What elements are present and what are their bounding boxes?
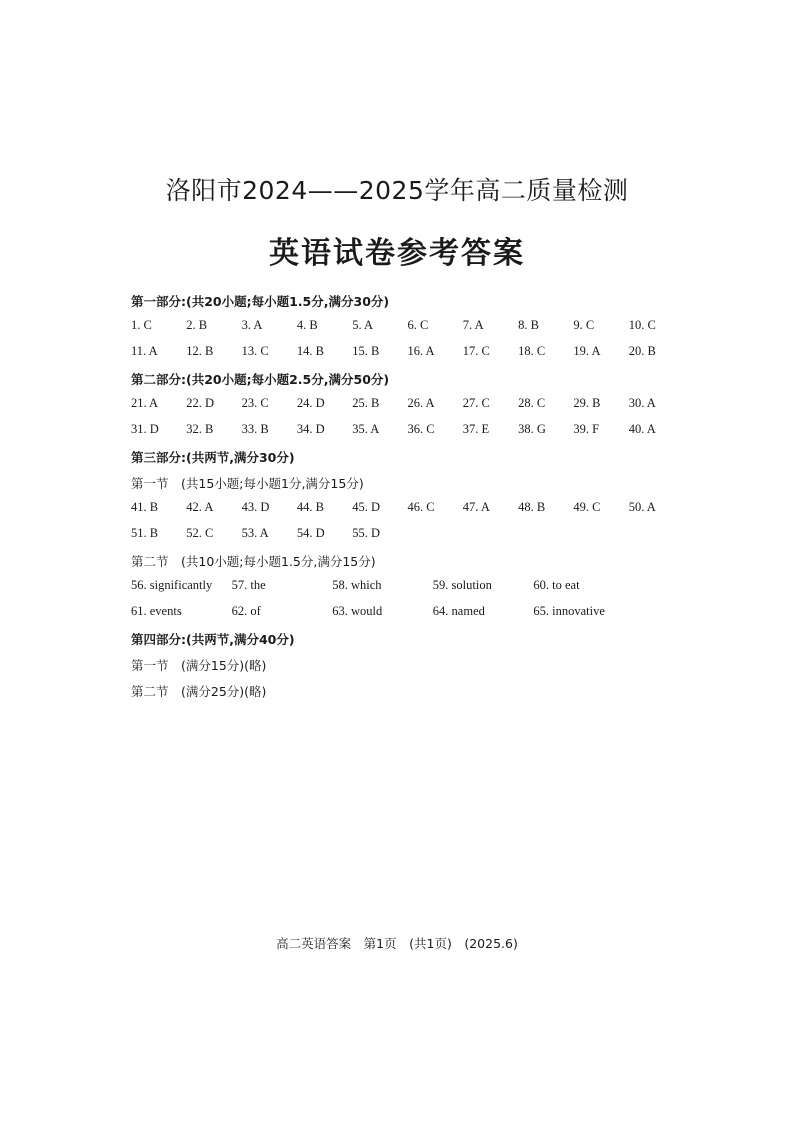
answer-item: 50. A xyxy=(628,500,656,514)
answer-item: 48. B xyxy=(518,500,546,514)
part2-heading: 第二部分:(共20小题;每小题2.5分,满分50分) xyxy=(131,372,390,387)
answer-item: 4. B xyxy=(296,318,318,332)
answer-item: 45. D xyxy=(352,500,380,514)
answer-item: 55. D xyxy=(352,526,380,540)
answer-item: 35. A xyxy=(352,422,380,436)
answer-item: 44. B xyxy=(296,500,324,514)
answer-item: 46. C xyxy=(407,500,435,514)
answer-item: 53. A xyxy=(241,526,269,540)
answer-item: 27. C xyxy=(462,396,490,410)
answer-item: 25. B xyxy=(352,396,380,410)
answer-item: 29. B xyxy=(573,396,601,410)
part4-heading: 第四部分:(共两节,满分40分) xyxy=(131,632,295,647)
answer-item: 54. D xyxy=(296,526,325,540)
answer-item: 9. C xyxy=(573,318,595,332)
part3-heading: 第三部分:(共两节,满分30分) xyxy=(131,450,295,465)
answer-item: 21. A xyxy=(131,396,159,410)
answer-item: 28. C xyxy=(518,396,546,410)
part4-section2: 第二节 (满分25分)(略) xyxy=(131,684,267,699)
answer-item: 1. C xyxy=(131,318,152,332)
answer-item: 16. A xyxy=(407,344,435,358)
answer-item: 36. C xyxy=(407,422,435,436)
answer-item: 47. A xyxy=(462,500,490,514)
part3-section1-heading: 第一节 (共15小题;每小题1分,满分15分) xyxy=(131,476,364,491)
answer-item: 2. B xyxy=(186,318,208,332)
answer-item: 38. G xyxy=(518,422,546,436)
answer-item: 33. B xyxy=(241,422,269,436)
answer-item: 65. innovative xyxy=(533,604,605,618)
answer-item: 31. D xyxy=(131,422,159,436)
answer-item: 30. A xyxy=(628,396,656,410)
answer-item: 41. B xyxy=(131,500,159,514)
answer-item: 17. C xyxy=(462,344,490,358)
answer-item: 63. would xyxy=(332,604,383,618)
answer-item: 43. D xyxy=(241,500,270,514)
document-subtitle: 英语试卷参考答案 xyxy=(269,236,525,271)
answer-item: 56. significantly xyxy=(131,578,213,592)
answer-item: 23. C xyxy=(241,396,269,410)
answer-item: 8. B xyxy=(518,318,539,332)
answer-item: 49. C xyxy=(573,500,601,514)
answer-item: 62. of xyxy=(231,604,261,618)
answer-item: 5. A xyxy=(352,318,374,332)
answer-item: 51. B xyxy=(131,526,159,540)
answer-item: 26. A xyxy=(407,396,435,410)
answer-item: 24. D xyxy=(296,396,325,410)
answer-item: 22. D xyxy=(186,396,215,410)
answer-item: 61. events xyxy=(131,604,182,618)
answer-item: 60. to eat xyxy=(533,578,580,592)
page-footer: 高二英语答案 第1页 (共1页) (2025.6) xyxy=(276,936,518,951)
answer-item: 18. C xyxy=(518,344,546,358)
answer-item: 37. E xyxy=(462,422,490,436)
answer-item: 6. C xyxy=(407,318,429,332)
answer-item: 20. B xyxy=(628,344,656,358)
answer-item: 19. A xyxy=(573,344,601,358)
answer-item: 3. A xyxy=(241,318,263,332)
answer-item: 59. solution xyxy=(432,578,492,592)
answer-item: 42. A xyxy=(186,500,214,514)
answer-item: 34. D xyxy=(296,422,325,436)
part3-section2-heading: 第二节 (共10小题;每小题1.5分,满分15分) xyxy=(131,554,376,569)
answer-item: 32. B xyxy=(186,422,214,436)
answer-item: 39. F xyxy=(573,422,600,436)
answer-item: 40. A xyxy=(628,422,656,436)
answer-item: 11. A xyxy=(131,344,158,358)
answer-item: 7. A xyxy=(462,318,484,332)
part4-section1: 第一节 (满分15分)(略) xyxy=(131,658,267,673)
answer-item: 14. B xyxy=(296,344,324,358)
part1-heading: 第一部分:(共20小题;每小题1.5分,满分30分) xyxy=(131,294,390,309)
document-title: 洛阳市2024——2025学年高二质量检测 xyxy=(165,176,629,205)
answer-item: 15. B xyxy=(352,344,380,358)
answer-item: 12. B xyxy=(186,344,214,358)
answer-item: 10. C xyxy=(628,318,656,332)
answer-item: 13. C xyxy=(241,344,269,358)
answer-item: 64. named xyxy=(432,604,485,618)
answer-item: 52. C xyxy=(186,526,214,540)
answer-item: 57. the xyxy=(231,578,266,592)
answer-item: 58. which xyxy=(332,578,382,592)
